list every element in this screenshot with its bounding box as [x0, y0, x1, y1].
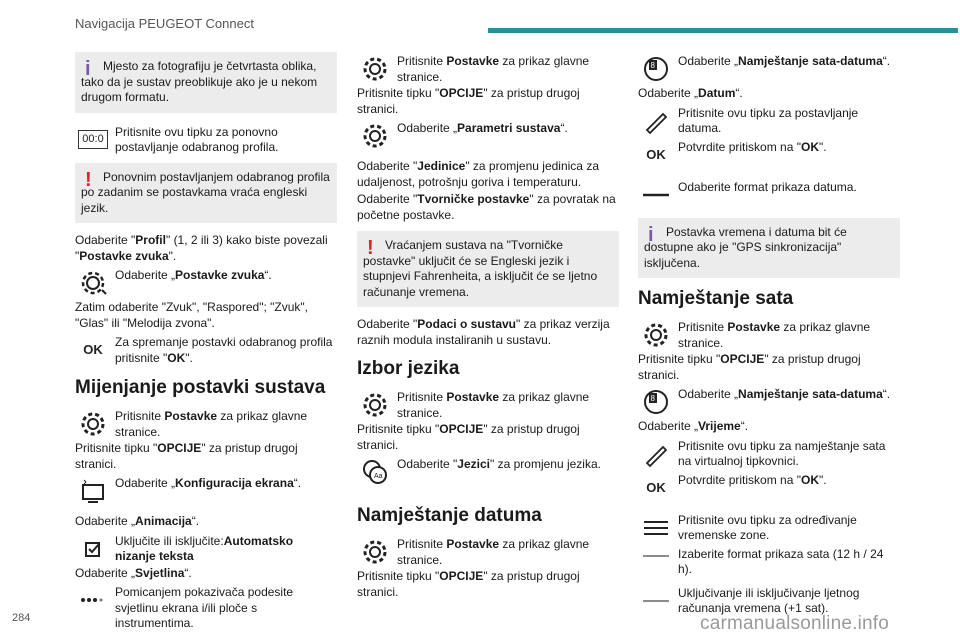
timezone-row: Pritisnite ovu tipku za određivanje vremenske zone.: [638, 511, 900, 545]
date-format-row: Odaberite format prikaza datuma.: [638, 178, 900, 212]
svg-text:8: 8: [650, 61, 655, 70]
ok-icon: OK: [646, 146, 666, 162]
svg-text:Aa: Aa: [374, 473, 383, 480]
profile-reset-icon: 00:0: [75, 123, 111, 157]
reset-profile-row: 00:0 Pritisnite ovu tipku za ponovno postavljanje odabranog profila.: [75, 123, 337, 157]
line-icon: [638, 545, 674, 567]
info-icon: i: [648, 223, 654, 246]
language-row: Aa Odaberite "Jezici" za promjenu jezika.: [357, 455, 619, 489]
header-accent-bar: [488, 28, 958, 33]
list-icon: [638, 511, 674, 545]
running-header: Navigacija PEUGEOT Connect: [75, 16, 254, 31]
brightness-slider-icon: [75, 583, 111, 617]
time-paragraph: Odaberite „Vrijeme“.: [638, 419, 749, 433]
options-paragraph: Pritisnite tipku "OPCIJE" za pristup drugoj stranici.: [357, 569, 580, 599]
settings-row: Pritisnite Postavke za prikaz glavne stranice.: [357, 52, 619, 86]
pencil-icon: [638, 104, 674, 138]
pencil-time-row: Pritisnite ovu tipku za namještanje sata na virtualnoj tipkovnici.: [638, 437, 900, 471]
clock-icon: [638, 385, 674, 419]
ok-row: OK Potvrdite pritiskom na "OK".: [638, 138, 900, 172]
heading-time: Namještanje sata: [638, 288, 794, 309]
options-paragraph: Pritisnite tipku "OPCIJE" za pristup drugoj stranici.: [638, 352, 861, 382]
watermark: carmanualsonline.info: [700, 613, 890, 634]
time-format-row: Izaberite format prikaza sata (12 h / 24 h).: [638, 545, 900, 578]
pencil-date-row: Pritisnite ovu tipku za postavljanje datuma.: [638, 104, 900, 138]
settings-gear-icon: [638, 318, 674, 352]
factory-paragraph: Odaberite "Tvorničke postavke" za povratak na početne postavke.: [357, 192, 616, 222]
warning-note: ! Vraćanjem sustava na "Tvorničke postavke" uključit će se Engleski jezik i stupnjevi Fahrenheita, a isključit će se ljetno računanje vremena.: [357, 231, 619, 307]
screen-config-row: Odaberite „Konfiguracija ekrana“.: [75, 474, 337, 508]
info-icon: i: [85, 58, 91, 80]
settings-row: Pritisnite Postavke za prikaz glavne stranice.: [638, 318, 900, 352]
options-paragraph: Pritisnite tipku "OPCIJE" za pristup drugoj stranici.: [357, 422, 580, 452]
heading-date: Namještanje datuma: [357, 505, 542, 526]
system-data-paragraph: Odaberite "Podaci o sustavu" za prikaz verzija raznih modula instaliranih u sustavu.: [357, 317, 610, 347]
pencil-icon: [638, 437, 674, 471]
options-paragraph: Pritisnite tipku "OPCIJE" za pristup drugoj stranici.: [357, 86, 580, 116]
units-paragraph: Odaberite "Jedinice" za promjenu jedinica za udaljenost, potrošnju goriva i temperaturu.: [357, 159, 599, 189]
settings-gear-icon: [357, 119, 393, 153]
column-2: [357, 52, 619, 602]
date-paragraph: Odaberite „Datum“.: [638, 86, 743, 100]
screen-config-icon: [75, 474, 111, 508]
clock-icon: [638, 52, 674, 86]
auto-scroll-row: Uključite ili isključite:Automatsko nizanje teksta: [75, 532, 337, 566]
dst-row: Uključivanje ili isključivanje ljetnog računanja vremena (+1 sat).: [638, 584, 900, 618]
svg-text:8: 8: [650, 394, 655, 403]
page-number: 284: [12, 612, 31, 624]
heading-language: Izbor jezika: [357, 358, 460, 379]
settings-row: Pritisnite Postavke za prikaz glavne stranice.: [357, 388, 619, 422]
datetime-row: 8 Odaberite „Namještanje sata-datuma“.: [638, 385, 900, 419]
checkbox-icon: [75, 532, 111, 566]
sound-options-paragraph: Zatim odaberite "Zvuk", "Raspored"; "Zvuk", "Glas" ili "Melodija zvona".: [75, 300, 308, 330]
system-params-row: Odaberite „Parametri sustava“.: [357, 119, 619, 153]
warning-note: ! Ponovnim postavljanjem odabranog profila po zadanim se postavkama vraća engleski jezik.: [75, 163, 337, 224]
line-icon: [638, 178, 674, 212]
settings-gear-icon: [75, 407, 111, 441]
datetime-row: 8 Odaberite „Namještanje sata-datuma“.: [638, 52, 900, 86]
animation-paragraph: Odaberite „Animacija“.: [75, 514, 200, 528]
settings-gear-icon: [357, 535, 393, 569]
sound-settings-icon: [75, 266, 111, 300]
options-paragraph: Pritisnite tipku "OPCIJE" za pristup drugoj stranici.: [75, 441, 298, 471]
info-note: i Mjesto za fotografiju je četvrtasta oblika, tako da je sustav preoblikuje ako je u nekom drugom formatu.: [75, 52, 337, 113]
line-icon: [638, 584, 674, 618]
language-icon: [357, 455, 393, 489]
warning-icon: !: [367, 237, 374, 259]
warning-icon: !: [85, 168, 92, 191]
heading-system-settings: Mijenjanje postavki sustava: [75, 377, 326, 398]
ok-row: OK Potvrdite pritiskom na "OK".: [638, 471, 900, 505]
profile-paragraph: Odaberite "Profil" (1, 2 ili 3) kako biste povezali "Postavke zvuka".: [75, 233, 328, 263]
brightness-paragraph: Odaberite „Svjetlina“.: [75, 565, 192, 580]
settings-row: Pritisnite Postavke za prikaz glavne stranice.: [75, 407, 337, 441]
settings-gear-icon: [357, 52, 393, 86]
column-1: [75, 52, 337, 632]
ok-icon: OK: [646, 479, 666, 495]
ok-row: OK Za spremanje postavki odabranog profila pritisnite "OK".: [75, 333, 337, 367]
ok-icon: OK: [83, 342, 103, 358]
info-note: i Postavka vremena i datuma bit će dostupne ako je "GPS sinkronizacija" isključena.: [638, 218, 900, 279]
column-3: [638, 52, 900, 618]
settings-row: Pritisnite Postavke za prikaz glavne stranice.: [357, 535, 619, 569]
brightness-slider-row: Pomicanjem pokazivača podesite svjetlinu ekrana i/ili ploče s instrumentima.: [75, 583, 337, 632]
settings-gear-icon: [357, 388, 393, 422]
sound-settings-row: Odaberite „Postavke zvuka“.: [75, 266, 337, 300]
